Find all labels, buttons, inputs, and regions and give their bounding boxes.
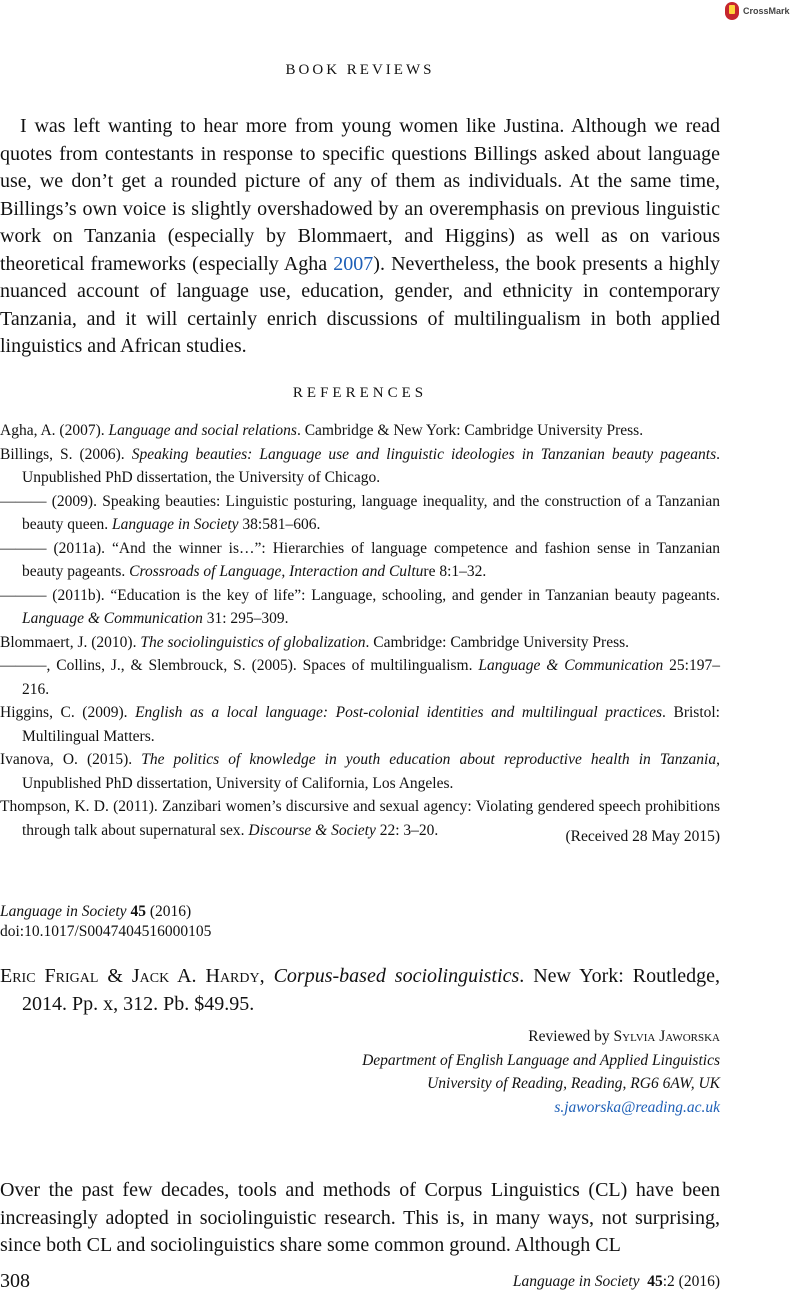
book-publication: . New York: Routledge, 2014. Pp. x, 312. Pb. $49.95.: [22, 965, 721, 1015]
reviewer-name: Sylvia Jaworska: [613, 1028, 720, 1045]
body-paragraph-1: [0, 113, 720, 361]
crossmark-icon: [725, 2, 739, 20]
running-head: BOOK REVIEWS: [285, 62, 435, 78]
body-paragraph-2: Over the past few decades, tools and methods of Corpus Linguistics (CL) have been increasingly adopted in sociolinguistic research. This is, in many ways, not surprising, since both CL and sociolinguistics share some common ground. Although CL: [0, 1179, 720, 1256]
references-heading: REFERENCES: [292, 385, 428, 401]
reference-item: Billings, S. (2006). Speaking beauties: Language use and linguistic ideologies in Tanzanian beauty pageants. Unpublished PhD dissertation, the University of Chicago.: [0, 445, 720, 486]
reviewer-block: Reviewed by Sylvia Jaworska Department of English Language and Applied Linguistics University of Reading, Reading, RG6 6AW, UK s.jaworska@reading.ac.uk: [362, 1028, 720, 1116]
journal-volume: 45: [130, 903, 146, 920]
doi: doi:10.1017/S0047404516000105: [0, 923, 212, 940]
running-foot: Language in Society 45:2 (2016): [512, 1273, 720, 1290]
book-authors: Eric Frigal & Jack A. Hardy: [0, 965, 260, 987]
reference-item: ——— (2011b). “Education is the key of life”: Language, schooling, and gender in Tanzanian beauty pageants. Language & Communication 31: 295–309.: [0, 586, 720, 627]
reference-item: Higgins, C. (2009). English as a local language: Post-colonial identities and multilingual practices. Bristol: Multilingual Matters.: [0, 704, 720, 745]
reference-item: ——— (2011a). “And the winner is…”: Hierarchies of language competence and fashion sense in Tanzanian beauty pageants. Crossroads of Language, Interaction and Culture 8:1–32.: [0, 539, 720, 580]
crossmark-badge[interactable]: [725, 0, 800, 22]
reviewer-email-link[interactable]: s.jaworska@reading.ac.uk: [554, 1098, 720, 1116]
reference-item: ——— (2009). Speaking beauties: Linguistic posturing, language inequality, and the construction of a Tanzanian beauty queen. Language in Society 38:581–606.: [0, 492, 720, 533]
review-header: Eric Frigal & Jack A. Hardy, Corpus-based sociolinguistics. New York: Routledge, 2014. Pp. x, 312. Pb. $49.95.: [0, 965, 721, 1015]
reviewer-department: Department of English Language and Applied Linguistics: [362, 1051, 720, 1069]
citation-link-agha-2007[interactable]: 2007: [333, 252, 374, 275]
journal-name: Language in Society: [0, 903, 127, 920]
paragraph-text: ). Nevertheless, the book presents a highly nuanced account of language use, education, gender, and ethnicity in contemporary Tanzania, and it will certainly enrich discussions of multilingualism in both applied linguistics and African studies.: [0, 252, 720, 357]
journal-info: [0, 902, 211, 942]
reference-item: ———, Collins, J., & Slembrouck, S. (2005). Spaces of multilingualism. Language & Communication 25:197–216.: [0, 657, 720, 698]
received-date: (Received 28 May 2015): [565, 828, 720, 845]
paragraph-text: I was left wanting to hear more from young women like Justina. Although we read quotes from contestants in response to specific questions Billings asked about language use, we don’t get a rounded picture of any of them as individuals. At the same time, Billings’s own voice is slightly overshadowed by an overemphasis on previous linguistic work on Tanzania (especially by Blommaert, and Higgins) as well as on various theoretical frameworks (especially Agha: [0, 115, 720, 275]
book-title: Corpus-based sociolinguistics: [273, 965, 520, 987]
reference-item: Ivanova, O. (2015). The politics of knowledge in youth education about reproductive health in Tanzania, Unpublished PhD dissertation, University of California, Los Angeles.: [0, 751, 720, 792]
reference-item: Thompson, K. D. (2011). Zanzibari women’s discursive and sexual agency: Violating gendered speech prohibitions through talk about supernatural sex. Discourse & Society 22: 3–20.: [0, 798, 720, 839]
crossmark-label: CrossMark: [743, 6, 790, 16]
references-list: [0, 419, 720, 842]
reference-item: Agha, A. (2007). Language and social relations. Cambridge & New York: Cambridge University Press.: [0, 422, 644, 439]
reference-item: Blommaert, J. (2010). The sociolinguistics of globalization. Cambridge: Cambridge University Press.: [0, 633, 630, 651]
page-number: 308: [0, 1270, 30, 1292]
reviewer-university: University of Reading, Reading, RG6 6AW, UK: [427, 1075, 720, 1092]
journal-year: (2016): [149, 903, 192, 920]
